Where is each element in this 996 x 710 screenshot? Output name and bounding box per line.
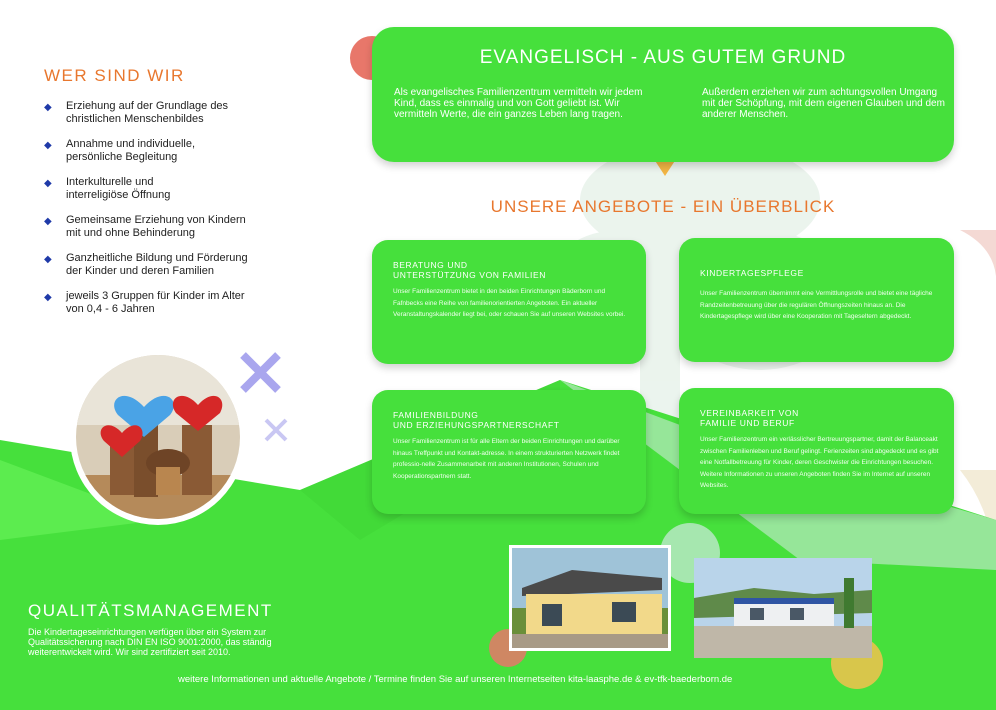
quality-text: Die Kindertageseinrichtungen verfügen über ein System zur Qualitätssicherung nach DIN EN ISO 9001:2000, das ständig weiterentwickelt wird. Wir sind zertifiziert seit 2010. bbox=[28, 627, 272, 657]
offer-card-familienbildung bbox=[372, 390, 646, 514]
hearts-illustration bbox=[76, 355, 240, 519]
offers-title: UNSERE ANGEBOTE - EIN ÜBERBLICK bbox=[490, 197, 836, 216]
card-title: VEREINBARKEIT VON FAMILIE UND BERUF bbox=[700, 408, 799, 428]
offer-card-kindertagespflege bbox=[679, 238, 954, 362]
list-item-line: interreligiöse Öffnung bbox=[66, 189, 171, 201]
card-title: KINDERTAGESPFLEGE bbox=[700, 268, 804, 278]
card-body: Unser Familienzentrum ein verlässlicher Bertreuungspartner, damit der Balanceakt zwischen Familienleben und Beruf gelingt. Ferienzeiten sind abgedeckt und es gibt eine Notfallbetreuung für Kinder, deren Geschwister die Einrichtungen besuchen. Weitere Informationen zu unseren Angeboten finden Sie im Internet auf unseren Websites. bbox=[700, 436, 939, 489]
diamond-icon: ◆ bbox=[44, 292, 52, 303]
who-title: WER SIND WIR bbox=[44, 66, 185, 85]
list-item-line: Erziehung auf der Grundlage des bbox=[66, 100, 229, 112]
building-photo-1 bbox=[509, 545, 671, 651]
card-body: Unser Familienzentrum bietet in den beiden Einrichtungen Bäderborn und Fafnbecks eine Reihe von familienorientierten Angeboten. Ein aktueller Veranstaltungskalender liegt bei, oder schauen Sie auf unseren Websites vorbei. bbox=[393, 288, 626, 318]
main-right-text: Außerdem erziehen wir zum achtungsvollen Umgang mit der Schöpfung, mit dem eigenen Glauben und dem anderer Menschen. bbox=[702, 87, 945, 120]
main-title: EVANGELISCH - AUS GUTEM GRUND bbox=[479, 47, 847, 68]
list-item-line: Ganzheitliche Bildung und Förderung bbox=[66, 252, 248, 264]
who-list bbox=[44, 100, 284, 328]
list-item-line: Annahme und individuelle, bbox=[66, 138, 196, 150]
quality-title: QUALITÄTSMANAGEMENT bbox=[28, 601, 273, 620]
list-item-line: christlichen Menschenbildes bbox=[66, 113, 204, 125]
card-title: FAMILIENBILDUNG UND ERZIEHUNGSPARTNERSCHAFT bbox=[393, 410, 560, 430]
hearts-photo bbox=[76, 355, 240, 519]
list-item bbox=[44, 100, 284, 126]
card-body: Unser Familienzentrum übernimmt eine Vermittlungsrolle und bietet eine tägliche Randzeitenbetreuung über die regulären Öffnungszeiten hinaus an. Die Kindertagespflege wird über eine Kooperation mit Tageseltern abgedeckt. bbox=[700, 290, 933, 320]
card-body: Unser Familienzentrum ist für alle Eltern der beiden Einrichtungen und darüber hinaus Treffpunkt und Kontakt-adresse. In einem strukturierten Netzwerk findet professio-nelle Zusammenarbeit mit anderen Institutionen, Schulen und Kooperationspartnern statt. bbox=[393, 438, 620, 480]
list-item-line: der Kinder und deren Familien bbox=[66, 265, 214, 277]
list-item bbox=[44, 176, 284, 202]
building-illustration bbox=[512, 548, 668, 648]
building-photo-2 bbox=[694, 558, 872, 658]
diamond-icon: ◆ bbox=[44, 178, 52, 189]
footer-text: weitere Informationen und aktuelle Angebote / Termine finden Sie auf unseren Internetseiten kita-laasphe.de & ev-tfk-baederborn.de bbox=[178, 674, 733, 685]
list-item-line: von 0,4 - 6 Jahren bbox=[66, 303, 155, 315]
diamond-icon: ◆ bbox=[44, 102, 52, 113]
offer-card-beratung bbox=[372, 240, 646, 364]
list-item-line: Interkulturelle und bbox=[66, 176, 154, 188]
list-item bbox=[44, 252, 284, 278]
list-item-line: Gemeinsame Erziehung von Kindern bbox=[66, 214, 246, 226]
offer-card-vereinbarkeit bbox=[679, 388, 954, 514]
list-item bbox=[44, 290, 284, 316]
list-item-line: persönliche Begleitung bbox=[66, 151, 178, 163]
list-item bbox=[44, 214, 284, 240]
main-card bbox=[372, 27, 954, 162]
card-title: BERATUNG UND UNTERSTÜTZUNG VON FAMILIEN bbox=[393, 260, 547, 280]
diamond-icon: ◆ bbox=[44, 216, 52, 227]
list-item bbox=[44, 138, 284, 164]
diamond-icon: ◆ bbox=[44, 140, 52, 151]
main-left-text: Als evangelisches Familienzentrum vermitteln wir jedem Kind, dass es einmalig und von Gott geliebt ist. Wir vermitteln Werte, die ein ganzes Leben lang tragen. bbox=[394, 87, 643, 120]
list-item-line: mit und ohne Behinderung bbox=[66, 227, 196, 239]
building-illustration bbox=[694, 558, 872, 658]
diamond-icon: ◆ bbox=[44, 254, 52, 265]
list-item-line: jeweils 3 Gruppen für Kinder im Alter bbox=[66, 290, 245, 302]
